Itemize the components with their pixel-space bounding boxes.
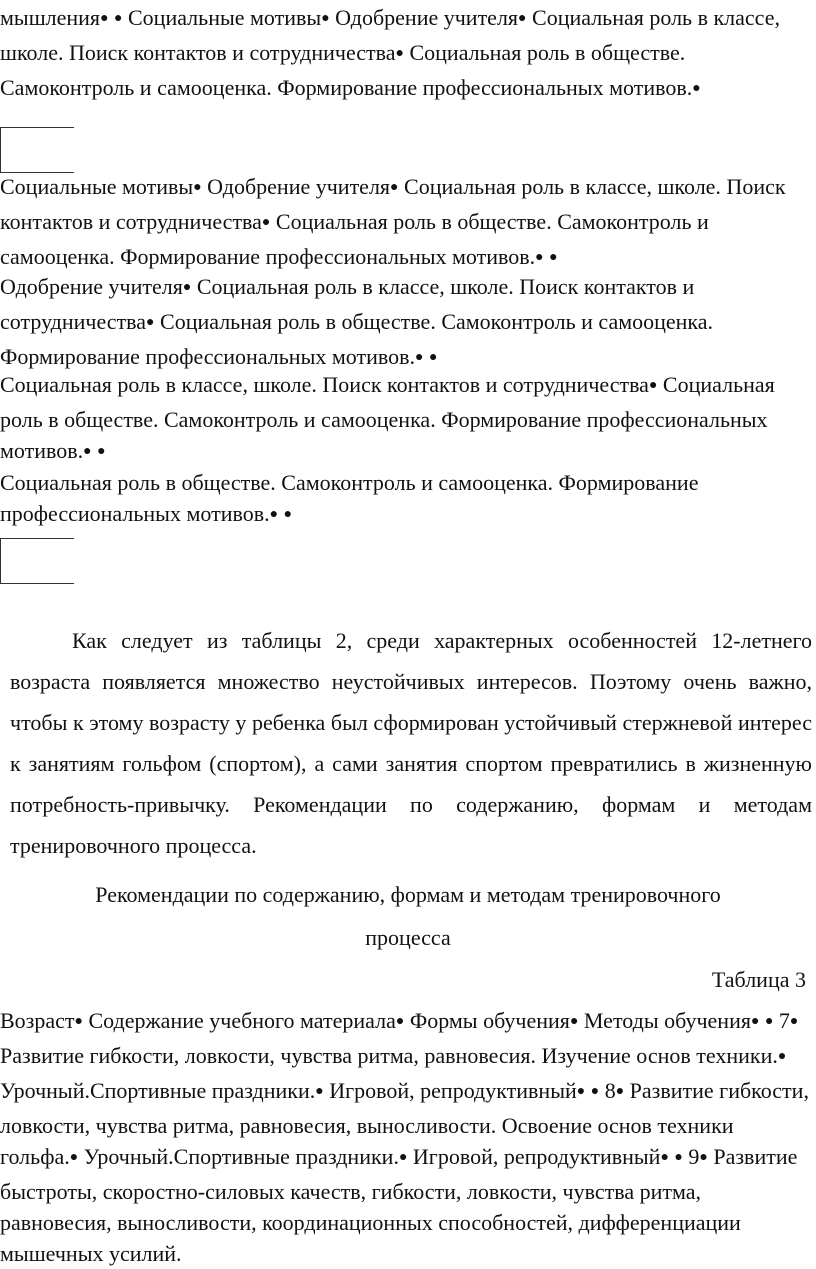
bullet-icon: ● (321, 11, 330, 26)
bullet-icon: ● (261, 215, 271, 230)
bullet-icon: ● (146, 315, 155, 330)
bullet-icon: ● (415, 350, 424, 365)
empty-table-cell (0, 538, 74, 584)
bullet-icon: ● (660, 1150, 669, 1165)
bullet-icon: ● (74, 1014, 83, 1029)
bullet-icon: ● (590, 1084, 600, 1099)
table-3-text: Возраст● Содержание учебного материала● Формы обучения● Методы обучения● ● 7● Развитие гибкости, ловкости, чувства ритма, равновесия. Изучение основ техники.● Урочный.Спортивные праздники.● Игровой, репродуктивный● ● 8● Развитие гибкости, ловкости, чувства ритма, равновесия, выносливости. Освоение основ техники гольфа.● Урочный.Спортивные праздники.● Игровой, репродуктивный● ● 9● Развитие быстроты, скоростно-силовых качеств, гибкости, ловкости, чувства ритма, равновесия, выносливости, координационных способностей, дифференциации мышечных усилий. (0, 1008, 809, 1266)
bullet-icon: ● (182, 280, 192, 295)
bullet-icon: ● (83, 444, 92, 459)
bullet-icon: ● (395, 1014, 405, 1029)
table-text-block-4: Социальная роль в классе, школе. Поиск контактов и сотрудничества● Социальная роль в обществе. Самоконтроль и самооценка. Формирование профессиональных мотивов.● ● (0, 372, 775, 463)
bullet-icon: ● (193, 180, 202, 195)
bullet-icon: ● (535, 250, 544, 265)
bullet-icon: ● (549, 250, 558, 265)
table-text-block-1: мышления● ● Социальные мотивы● Одобрение учителя● Социальная роль в классе, школе. Поиск контактов и сотрудничества● Социальная роль в обществе. Самоконтроль и самооценка. Формирование профессиональных мотивов.● (0, 5, 780, 100)
table-text-block-2: Социальные мотивы● Одобрение учителя● Социальная роль в классе, школе. Поиск контактов и сотрудничества● Социальная роль в обществе. Самоконтроль и самооценка. Формирование профессиональных мотивов.● ● (0, 174, 786, 269)
bullet-icon: ● (750, 1014, 760, 1029)
table-caption-line-2: процесса (365, 925, 451, 950)
bullet-icon: ● (100, 11, 109, 26)
bullet-icon: ● (692, 81, 701, 96)
bullet-icon: ● (269, 507, 279, 522)
bullet-icon: ● (569, 1014, 579, 1029)
bullet-icon: ● (390, 180, 399, 195)
bullet-icon: ● (518, 11, 527, 26)
bullet-icon: ● (395, 46, 404, 61)
bullet-icon: ● (764, 1014, 774, 1029)
bullet-icon: ● (69, 1150, 79, 1165)
bullet-icon: ● (789, 1014, 799, 1029)
bullet-icon: ● (114, 11, 123, 26)
bullet-icon: ● (398, 1150, 408, 1165)
table-text-block-3: Одобрение учителя● Социальная роль в классе, школе. Поиск контактов и сотрудничества● Социальная роль в обществе. Самоконтроль и самооценка. Формирование профессиональных мотивов.● ● (0, 274, 714, 369)
table-caption-line-1: Рекомендации по содержанию, формам и методам тренировочного (95, 882, 721, 907)
empty-table-cell (0, 127, 74, 173)
bullet-icon: ● (648, 378, 658, 393)
bullet-icon: ● (615, 1084, 625, 1099)
bullet-icon: ● (97, 444, 106, 459)
bullet-icon: ● (699, 1150, 708, 1165)
bullet-icon: ● (576, 1084, 586, 1099)
bullet-icon: ● (428, 350, 438, 365)
table-text-block-5: Социальная роль в обществе. Самоконтроль и самооценка. Формирование профессиональных мотивов.● ● (0, 470, 699, 526)
bullet-icon: ● (283, 507, 293, 522)
bullet-icon: ● (777, 1049, 787, 1064)
bullet-icon: ● (674, 1150, 683, 1165)
table-label: Таблица 3 (711, 967, 806, 992)
body-paragraph: Как следует из таблицы 2, среди характерных особенностей 12-летнего возраста появляется множество неустойчивых интересов. Поэтому очень важно, чтобы к этому возрасту у ребенка был сформирован устойчивый стержневой интерес к занятиям гольфом (спортом), а сами занятия спортом превратились в жизненную потребность-привычку. Рекомендации по содержанию, формам и методам тренировочного процесса. (10, 628, 812, 858)
bullet-icon: ● (315, 1084, 324, 1099)
